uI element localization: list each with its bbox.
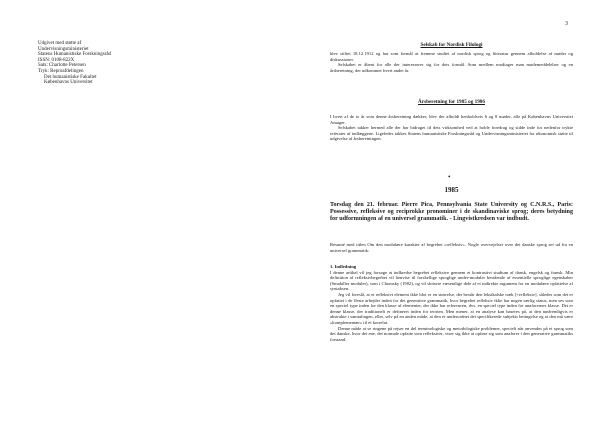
report-paragraph-2: Selskabet takker hermed alle der har bidraget til dets virksomhed ved at holde foredrag og sidde inde for nedenfor trykte referater af indlæggene. Ligeledes takkes Statens humanistiske Forskningsråd og Undervisningsministeriet for økonomisk støtte til udgivelse af årsberetningen.	[330, 125, 573, 142]
lecture-paragraph-3: Denne måde at se ringene på rejser en del terminologiske og metodologiske problemer, specielt når anvendes på et sprog som det danske, hvor det ene, det normale opfatte som refleksiver, viser sig ikke at opføre sig som anaforer i den generative grammatiks forstand.	[330, 325, 573, 342]
right-page	[300, 0, 600, 424]
section-heading: 1. Indledning	[330, 264, 357, 269]
society-text	[330, 51, 573, 73]
society-paragraph-1: blev stiftet 18.12.1912 og har som formål at fremme studiet af nordisk sprog og litteratur gennem afholdelse af møder og diskussioner.	[330, 51, 573, 62]
imprint-line: Statens Humanistiske Forskningsråd	[38, 52, 112, 58]
imprint-line: Udgivet med støtte af	[38, 41, 82, 46]
imprint-line: Undervisningsministeriet	[38, 46, 89, 52]
imprint-line: Sats: Charlotte Petersen	[38, 63, 86, 69]
lecture-paragraph-2: Jeg vil foreslå, at et refleksivt element ikke blot er en størrelse, der består den leksikalske træk [+refleksiv], således som det er opfattet i de fleste arbejder inden for det generative grammatik, hvor begrebet refleksiv ikke har nogen særlig status, men ses som en speciel type inden for den klasse af elementer, der ikke har referencen, dvs. en speciel type inden for anaforernes klasse. Det er denne klasse, der traditionelt er defineret inden for teorien. Men mener, at en analyse kan baseres på, at den nødvendigvis er abstrakte i samtalingen, eller, selv på en anden måde, at den er underordnet det specifikerede subjekts betingelse og at den må være »komplementær« til et korrelat.	[330, 291, 573, 325]
lecture-title: Torsdag den 21. februar. Pierre Pica, Pennsylvania State University og C.N.R.S., Paris: Possessive, refleksive og reciprokke pronominer i de skandinaviske sprog; deres betydning for udformningen af en universel grammatik. - Lingvistkredsen var indbudt.	[330, 202, 573, 223]
imprint-line: Tryk: Reproafdelingen	[38, 68, 84, 74]
separator-bullet: •	[448, 173, 451, 181]
lecture-paragraph-1: I denne artikel vil jeg forsøge at indkredse begrebet refleksive gennem et kontrastivt studium af dansk, engelsk og fransk. Min definition af refleksivbegrebet vil henvise til forskellige sproglige under-moduler bestående af essentielle sproglige egenskaber (Smakiller moduler), som i Chomsky (1982), og vil skitsere væsentlige dele af et indirekte argument for en modulære opfattelse af syntaksen.	[330, 269, 573, 292]
report-text	[330, 114, 573, 142]
year-heading: 1985	[444, 186, 459, 194]
society-heading: Selskab for Nordisk Filologi	[420, 42, 483, 48]
imprint-line: Københavns Universitet	[44, 80, 93, 86]
page-number: 3	[565, 21, 568, 27]
imprint-line: Det humanistiske Fakultet	[44, 74, 97, 80]
imprint-block	[38, 41, 188, 86]
report-paragraph-1: I hvert af de to år som denne årsberetning dækker, blev der afholdt henholdsvis 6 og 8 møder, alle på Københavns Universitet Amager.	[330, 114, 573, 125]
imprint-line: ISSN: 0108-822X	[38, 57, 75, 63]
lecture-summary: Resumé med titlen Om den modulære karakter af begrebet «refleksiv». Nogle overvejelser over det danske sprog set ud fra en universel grammatik:	[330, 242, 573, 253]
lecture-body	[330, 264, 573, 342]
society-paragraph-2: Selskabet er åbent for alle der interesserer sig for dets formål. Som medlem modtager man mødemeddelelser og en årsberetning, der udkommer hvert andet år.	[330, 62, 573, 73]
report-heading: Årsberetning for 1985 og 1986	[418, 99, 485, 105]
